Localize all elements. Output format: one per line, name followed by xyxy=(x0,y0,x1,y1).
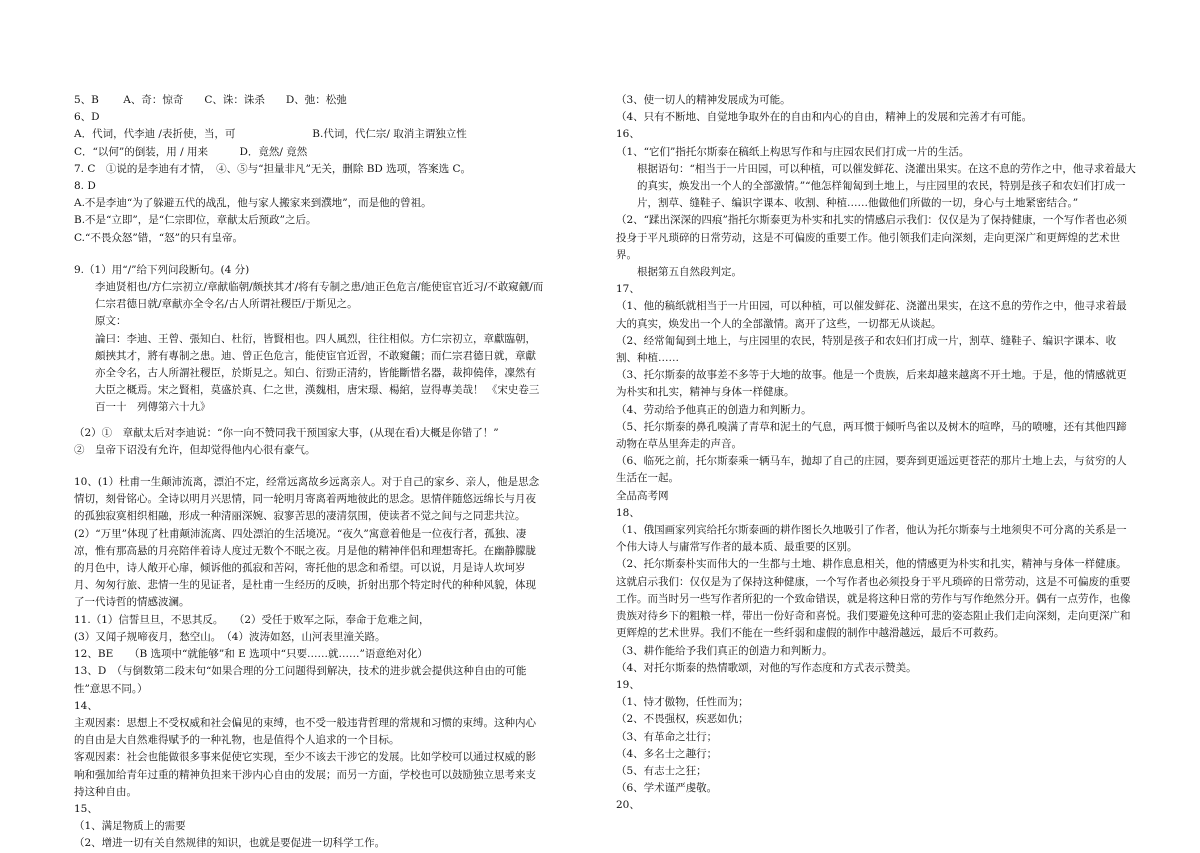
answer-19-item-6: （6、学术谨严虔敬。 xyxy=(616,782,718,795)
answer-19-item-5: （5、有志士之狂； xyxy=(616,764,707,777)
answer-8-c: C.“不畏众怒”错，“怒”的只有皇帝。 xyxy=(74,231,243,244)
answer-19-item-2: （2、不畏强权，疾恶如仇； xyxy=(616,713,749,726)
answer-18: 18、 xyxy=(616,506,640,519)
answer-16-item-2: （2、“蹂出深深的四痕”指托尔斯泰更为朴实和扎实的情感启示我们：仅仅是为了保持健康，一个写作者也必须投身于平凡琐碎的日常劳动，这是不可偏废的重要工作。他引领我们走向深刻，走向更深广和更辉煌的艺术世界。 xyxy=(616,214,1127,261)
answer-5: 5、B A、奇：惊奇 C、诛：诛杀 D、弛：松弛 xyxy=(74,94,347,106)
answer-19-item-3: （3、有革命之壮行； xyxy=(616,730,718,743)
answer-9-translation-1: （2）① 章献太后对李迪说：“你一向不赞同我干预国家大事，(从现在看)大概是你错了！” xyxy=(74,426,499,439)
answer-6-a: A．代词，代李迪 /表折使，当，可 B.代词，代仁宗/ 取消主谓独立性 xyxy=(74,128,467,141)
answer-18-item-1: （1、俄国画家列宾给托尔斯泰画的耕作图长久地吸引了作者，他认为托尔斯泰与土地须臾不可分离的关系是一个伟大诗人与庸常写作者的最本质、最重要的区别。 xyxy=(616,524,1127,554)
answer-9-original-text: 論曰：李迪、王曾、張知白、杜衍，皆賢相也。四人風烈，往往相似。方仁宗初立，章獻臨朝，頗挾其才，將有專制之患。迪、曾正色危言，能使宦官近習，不敢窺覦；而仁宗君德日就，章獻亦全令名，古人所謂社稷臣，於斯見之。知白、衍勁正清約，皆能斷惜名器，裁抑僥倖，凜然有大臣之概焉。宋之賢相，莫盛於真、仁之世，漢魏相，唐宋璟、楊綰，豈得專美哉！ 《宋史卷三百一十 列傳第六十九》 xyxy=(95,332,540,414)
answer-8-a: A.不是李迪“为了躲避五代的战乱，他与家人搬家来到濮地”，而是他的曾祖。 xyxy=(74,197,432,210)
answer-15-item-3: （3、使一切人的精神发展成为可能。 xyxy=(616,94,791,106)
answer-12: 12、BE （B 选项中“就能够”和 E 选项中“只要……就……”语意绝对化） xyxy=(74,648,428,661)
answer-11-line-2: (3）又闻子规啼夜月，愁空山。 （4）波涛如怒，山河表里潼关路。 xyxy=(74,630,386,643)
answer-16-basis: 根据语句：“相当于一片田园，可以种植，可以催发鲜花、浇灌出果实。在这不息的劳作之中，他寻求着最大的真实，焕发出一个人的全部激情。”“他怎样匍匐到土地上，与庄园里的农民，特别是孩子和农妇们打成一片，割草、缝鞋子、编识字课本、收割、种植……他做他们所做的一切，身心与土地紧密结合。” xyxy=(637,162,1136,210)
answer-9-title: 9.（1）用“/”给下列问段断句。(4 分) xyxy=(74,263,250,276)
answer-14-objective: 客观因素：社会也能做很多事来促使它实现，至少不该去干涉它的发展。比如学校可以通过权威的影响和强加给青年过重的精神负担来干涉内心自由的发展；而另一方面，学校也可以鼓励独立思考来支持这种自由。 xyxy=(74,751,536,798)
answer-16-note: 根据第五自然段判定。 xyxy=(637,266,742,279)
answer-9-punctuated: 李迪贤相也/方仁宗初立/章献临朝/颇挟其才/将有专制之患/迪正色危言/能使宦官近习/不敢窥觎/而仁宗君德日就/章献亦全令名/古人所谓社稷臣/于斯见之。 xyxy=(95,281,544,311)
answer-15: 15、 xyxy=(74,802,98,815)
answer-19-item-1: （1、恃才傲物，任性而为； xyxy=(616,696,749,709)
answer-6-c: C．“以何”的倒装，用 / 用来 D．竟然/ 竟然 xyxy=(74,145,308,158)
left-column xyxy=(74,92,544,853)
answer-14: 14、 xyxy=(74,699,98,712)
answer-11-line-1: 11.（1）信誓旦旦，不思其反。 （2）受任于败军之际，奉命于危难之间， xyxy=(74,613,430,626)
answer-15-item-2: （2、增进一切有关自然规律的知识，也就是要促进一切科学工作。 xyxy=(74,837,386,850)
answer-10-part-1: 10、(1）杜甫一生颠沛流离，漂泊不定，经常远离故乡远离亲人。对于自己的家乡、亲人，他是思念情切，刻骨铭心。全诗以明月兴思情，同一轮明月寄离着两地彼此的思念。思情伴随悠远绵长与月夜的孤独寂寞相织相融，形成一种清丽深婉、寂寥苦思的凄清氛围，使读者不觉之间与之同悲共泣。 xyxy=(74,476,540,523)
answer-18-item-2: （2、托尔斯泰朴实而伟大的一生都与土地、耕作息息相关，他的情感更为朴实和扎实，精神与身体一样健康。这就启示我们：仅仅是为了保持这种健康，一个写作者也必须投身于平凡琐碎的日常劳动，这是不可偏废的重要工作。而当时另一些写作者所犯的一个致命错误，就是将这种日常的劳作与写作绝然分开。偶有一点劳作，也像贵族对待乡下的粗粮一样，带出一份好奇和喜悦。我们要避免这种可悲的姿态阻止我们走向深刻，走向更深广和更辉煌的艺术世界。我们不能在一些纤弱和虚假的制作中越滑越远，最后不可救药。 xyxy=(616,558,1131,640)
answer-18-item-4: （4、对托尔斯泰的热情歌颂，对他的写作态度和方式表示赞美。 xyxy=(616,661,917,674)
answer-9-translation-2: ② 皇帝下诏没有允许，但却觉得他内心很有豪气。 xyxy=(74,443,316,456)
answer-19-item-4: （4、多名士之趣行； xyxy=(616,747,718,760)
answer-16: 16、 xyxy=(616,128,640,141)
answer-20: 20、 xyxy=(616,799,640,812)
right-column xyxy=(616,92,1136,815)
answer-16-item-1: （1、“它们”指托尔斯泰在稿纸上构思写作和与庄园农民们打成一片的生活。 xyxy=(616,145,970,158)
answer-17-item-3: （3、托尔斯泰的故事差不多等于大地的故事。他是一个贵族，后来却越来越离不开土地。于是，他的情感就更为朴实和扎实，精神与身体一样健康。 xyxy=(616,369,1127,399)
answer-8-b: B.不是“立即”，是“仁宗即位，章献太后预政”之后。 xyxy=(74,214,317,227)
answer-17-item-6: （6、临死之前，托尔斯泰乘一辆马车，抛却了自己的庄园，要奔到更遥远更苍茫的那片土地上去，与贫穷的人生活在一起。 xyxy=(616,455,1127,485)
answer-7: 7. C ①说的是李迪有才情， ④、⑤与“担量非凡”无关，删除 BD 选项，答案选 C。 xyxy=(74,162,472,175)
answer-10-part-2: (2）“万里”体现了杜甫颠沛流离、四处漂泊的生活境况。“夜久”寓意着他是一位夜行者，孤独、凄凉，惟有那高悬的月亮陪伴着诗人度过无数个不眠之夜。月是他的精神伴侣和理想寄托。在幽静朦胧的月色中，诗人敞开心扉，倾诉他的孤寂和苦闷，寄托他的思念和希望。可以说，月是诗人坎坷岁月、匆匆行旅、悲情一生的见证者，是杜甫一生经历的反映，折射出那个特定时代的种种风貌，体现了一代诗哲的情感波澜。 xyxy=(74,527,536,609)
answer-8: 8. D xyxy=(74,180,96,193)
answer-17: 17、 xyxy=(616,283,640,296)
answer-15-item-4: （4、只有不断地、自觉地争取外在的自由和内心的自由，精神上的发展和完善才有可能。 xyxy=(616,111,1033,124)
answer-19: 19、 xyxy=(616,678,640,691)
answer-6: 6、D xyxy=(74,111,100,124)
answer-13: 13、D （与倒数第二段末句“如果合理的分工问题得到解决，技术的进步就会提供这种自由的可能性”意思不同。） xyxy=(74,665,527,695)
answer-14-subjective: 主观因素：思想上不受权威和社会偏见的束缚，也不受一般违背哲理的常规和习惯的束缚。这种内心的自由是大自然难得赋予的一种礼物，也是值得个人追求的一个目标。 xyxy=(74,716,536,747)
watermark-text: 全品高考网 xyxy=(616,489,669,502)
answer-17-item-5: （5、托尔斯泰的鼻孔嗅满了青草和泥土的气息，两耳惯于倾听鸟雀以及树木的喧哗，马的喷嚏，还有其他四蹄动物在草丛里奔走的声音。 xyxy=(616,420,1127,451)
answer-17-item-1: （1、他的稿纸就相当于一片田园，可以种植，可以催发鲜花、浇灌出果实，在这不息的劳作之中，他寻求着最大的真实，焕发出一个人的全部激情。离开了这些，一切都无从谈起。 xyxy=(616,300,1127,330)
answer-15-item-1: （1、满足物质上的需要 xyxy=(74,820,186,833)
answer-18-item-3: （3、耕作能给予我们真正的创造力和判断力。 xyxy=(616,644,833,657)
answer-17-item-4: （4、劳动给予他真正的创造力和判断力。 xyxy=(616,403,812,416)
answer-17-item-2: （2、经常匍匐到土地上，与庄园里的农民，特别是孩子和农妇们打成一片，割草、缝鞋子、编识字课本、收割、种植…… xyxy=(616,334,1117,365)
answer-9-original-label: 原文： xyxy=(95,315,127,328)
